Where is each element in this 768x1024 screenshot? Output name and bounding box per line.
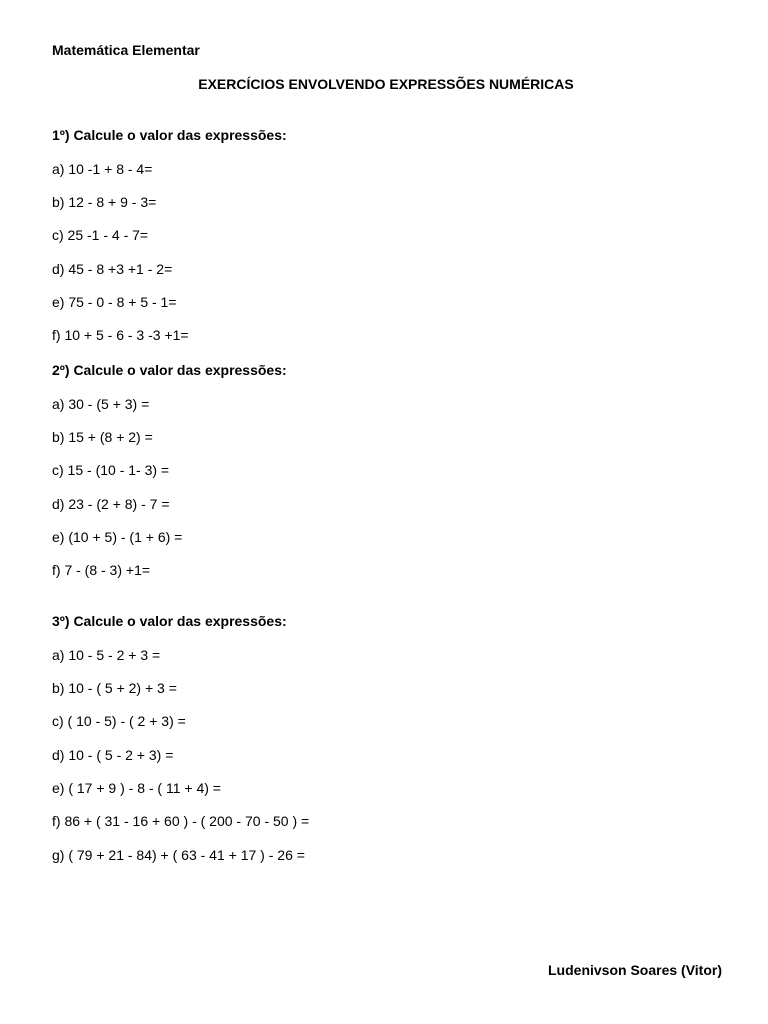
- exercise-item: e) (10 + 5) - (1 + 6) =: [52, 529, 183, 546]
- section-heading: 3º) Calcule o valor das expressões:: [52, 613, 287, 629]
- exercise-item: c) 25 -1 - 4 - 7=: [52, 227, 149, 244]
- exercise-item: b) 10 - ( 5 + 2) + 3 =: [52, 679, 177, 696]
- exercise-item: d) 23 - (2 + 8) - 7 =: [52, 495, 170, 512]
- exercise-section-1: [52, 127, 732, 361]
- exercise-item: b) 12 - 8 + 9 - 3=: [52, 193, 157, 210]
- exercise-item: g) ( 79 + 21 - 84) + ( 63 - 41 + 17 ) - 26 =: [52, 846, 305, 863]
- exercise-section-3: [52, 613, 732, 880]
- exercise-item: e) ( 17 + 9 ) - 8 - ( 11 + 4) =: [52, 780, 221, 797]
- exercise-item: c) 15 - (10 - 1- 3) =: [52, 462, 170, 479]
- section-heading: 2º) Calcule o valor das expressões:: [52, 362, 287, 378]
- exercise-item: c) ( 10 - 5) - ( 2 + 3) =: [52, 713, 186, 730]
- author-signature: Ludenivson Soares (Vitor): [548, 962, 722, 978]
- exercise-item: d) 45 - 8 +3 +1 - 2=: [52, 260, 173, 277]
- subject-label: Matemática Elementar: [52, 42, 200, 58]
- exercise-section-2: [52, 362, 732, 596]
- exercise-item: a) 30 - (5 + 3) =: [52, 395, 150, 412]
- exercise-item: f) 86 + ( 31 - 16 + 60 ) - ( 200 - 70 - 50 ) =: [52, 813, 310, 830]
- exercise-item: a) 10 -1 + 8 - 4=: [52, 160, 153, 177]
- exercise-item: e) 75 - 0 - 8 + 5 - 1=: [52, 294, 177, 311]
- exercise-item: d) 10 - ( 5 - 2 + 3) =: [52, 746, 174, 763]
- exercise-item: b) 15 + (8 + 2) =: [52, 428, 153, 445]
- exercise-item: a) 10 - 5 - 2 + 3 =: [52, 646, 161, 663]
- exercise-item: f) 7 - (8 - 3) +1=: [52, 562, 151, 579]
- page-title: EXERCÍCIOS ENVOLVENDO EXPRESSÕES NUMÉRICAS: [198, 76, 574, 92]
- section-heading: 1º) Calcule o valor das expressões:: [52, 127, 287, 143]
- exercise-item: f) 10 + 5 - 6 - 3 -3 +1=: [52, 327, 189, 344]
